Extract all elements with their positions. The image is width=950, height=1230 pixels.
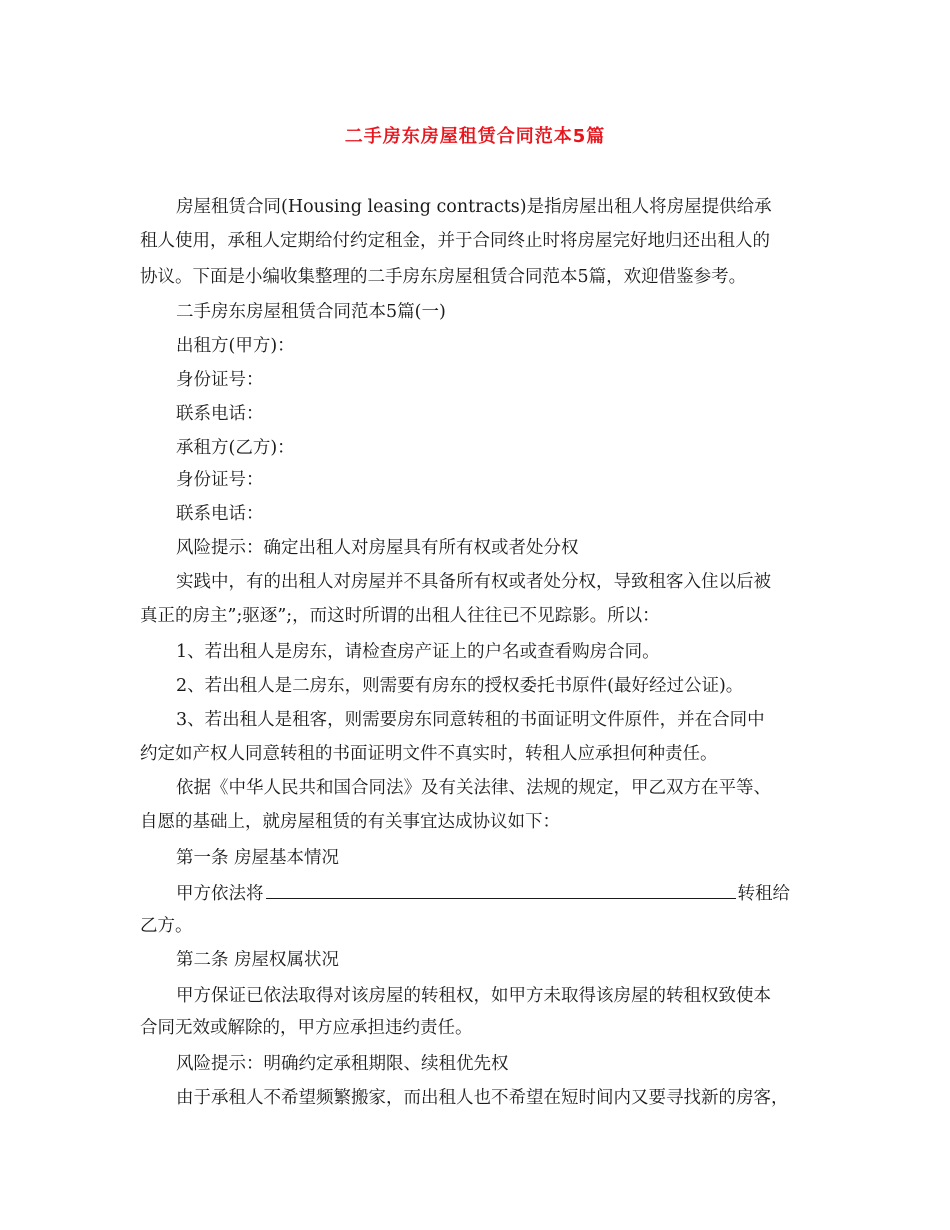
lessor-id-label: 身份证号：: [176, 370, 264, 390]
practice-line-1: 实践中，有的出租人对房屋并不具备所有权或者处分权，导致租客入住以后被: [176, 572, 771, 592]
property-blank-line: [266, 880, 736, 899]
article-2-line-1: 甲方保证已依法取得对该房屋的转租权，如甲方未取得该房屋的转租权致使本: [176, 986, 771, 1006]
lessor-label: 出租方(甲方)：: [176, 336, 295, 356]
basis-line-1: 依据《中华人民共和国合同法》及有关法律、法规的规定，甲乙双方在平等、: [176, 778, 771, 798]
practice-line-2: 真正的房主”;驱逐”;，而这时所谓的出租人往往已不见踪影。所以：: [140, 606, 660, 626]
item-3-line-1: 3、若出租人是租客，则需要房东同意转租的书面证明文件原件，并在合同中: [176, 710, 765, 730]
article-1-text-c: 乙方。: [140, 916, 193, 936]
item-3-line-2: 约定如产权人同意转租的书面证明文件不真实时，转租人应承担何种责任。: [140, 744, 718, 764]
article-2-line-2: 合同无效或解除的，甲方应承担违约责任。: [140, 1018, 473, 1038]
lessee-label: 承租方(乙方)：: [176, 438, 295, 458]
last-line: 由于承租人不希望频繁搬家，而出租人也不希望在短时间内又要寻找新的房客，: [176, 1088, 789, 1108]
risk-tip-1: 风险提示：确定出租人对房屋具有所有权或者处分权: [176, 538, 579, 558]
article-1-text-b: 转租给: [737, 884, 790, 904]
document-title: 二手房东房屋租赁合同范本5篇: [344, 126, 606, 147]
lessee-phone-label: 联系电话：: [176, 504, 264, 524]
article-1-text: [176, 880, 856, 906]
risk-tip-2: 风险提示：明确约定承租期限、续租优先权: [176, 1054, 509, 1074]
intro-line-1: 房屋租赁合同(Housing leasing contracts)是指房屋出租人将房屋提供给承: [176, 197, 772, 217]
intro-line-2: 租人使用，承租人定期给付约定租金，并于合同终止时将房屋完好地归还出租人的: [140, 231, 770, 251]
article-2-heading: 第二条 房屋权属状况: [176, 950, 340, 970]
article-1-text-a: 甲方依法将: [176, 884, 264, 904]
lessor-phone-label: 联系电话：: [176, 404, 264, 424]
article-1-heading: 第一条 房屋基本情况: [176, 848, 340, 868]
basis-line-2: 自愿的基础上，就房屋租赁的有关事宜达成协议如下：: [140, 812, 560, 832]
section-one-heading: 二手房东房屋租赁合同范本5篇(一): [176, 302, 446, 322]
lessee-id-label: 身份证号：: [176, 470, 264, 490]
item-2: 2、若出租人是二房东，则需要有房东的授权委托书原件(最好经过公证)。: [176, 676, 744, 696]
item-1: 1、若出租人是房东，请检查房产证上的户名或查看购房合同。: [176, 642, 660, 662]
intro-line-3: 协议。下面是小编收集整理的二手房东房屋租赁合同范本5篇，欢迎借鉴参考。: [140, 267, 747, 287]
